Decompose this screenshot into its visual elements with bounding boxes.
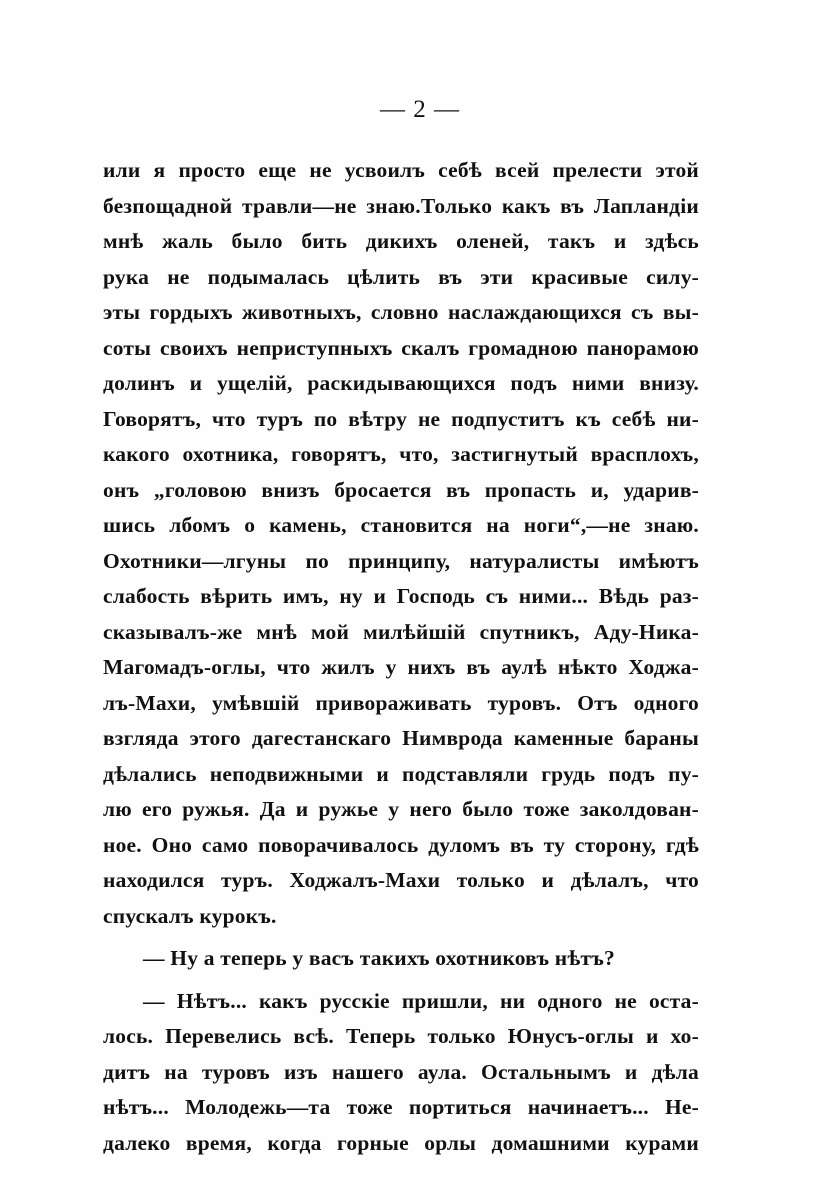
text-line: мнѣ жаль было бить дикихъ оленей, такъ и здѣсь <box>103 229 699 253</box>
text-line: эты гордыхъ животныхъ, словно наслаждающихся съ вы- <box>103 300 699 324</box>
dialogue-line: — Нѣтъ... какъ русскіе пришли, ни одного не оста- <box>143 988 699 1013</box>
dialogue-paragraph <box>103 984 699 1162</box>
paragraph-gap <box>103 934 699 941</box>
text-line: или я просто еще не усвоилъ себѣ всей прелести этой <box>103 158 699 182</box>
text-line: Охотники—лгуны по принципу, натуралисты имѣютъ <box>103 548 699 573</box>
text-line: онъ „головою внизъ бросается въ пропасть и, ударив- <box>103 477 699 502</box>
text-line: Говорятъ, что туръ по вѣтру не подпуститъ къ себѣ ни- <box>103 406 699 431</box>
text-line: лю его ружья. Да и ружье у него было тоже заколдован- <box>103 797 699 821</box>
dialogue-line: — Ну а теперь у васъ такихъ охотниковъ нѣтъ? <box>143 946 615 970</box>
text-line: соты своихъ неприступныхъ скалъ громадною панорамою <box>103 335 699 360</box>
text-line: безпощадной травли—не знаю.Только какъ въ Лапландіи <box>103 193 699 218</box>
paragraph-gap <box>103 977 699 984</box>
text-line: какого охотника, говорятъ, что, застигнутый врасплохъ, <box>103 442 699 466</box>
text-line: рука не подымалась цѣлить въ эти красивые силу- <box>103 264 699 289</box>
text-line: лось. Перевелись всѣ. Теперь только Юнусъ-оглы и хо- <box>103 1024 699 1048</box>
text-line: долинъ и ущелій, раскидывающихся подъ ними внизу. <box>103 371 699 395</box>
dialogue-paragraph <box>103 941 699 977</box>
text-line: лъ-Махи, умѣвшій привораживать туровъ. Отъ одного <box>103 690 699 715</box>
paragraph <box>103 153 699 934</box>
text-line: дитъ на туровъ изъ нашего аула. Остальнымъ и дѣла <box>103 1059 699 1084</box>
page-number: — 2 — <box>380 96 460 123</box>
text-line: далеко время, когда горные орлы домашними курами <box>103 1130 699 1155</box>
text-line: сказывалъ-же мнѣ мой милѣйшій спутникъ, Аду-Ника- <box>103 619 699 644</box>
text-line: шись лбомъ о камень, становится на ноги“,—не знаю. <box>103 513 699 537</box>
text-line: Магомадъ-оглы, что жилъ у нихъ въ аулѣ нѣкто Ходжа- <box>103 655 699 679</box>
text-line: нѣтъ... Молодежь—та тоже портиться начинаетъ... Не- <box>103 1095 699 1119</box>
text-line: слабость вѣрить имъ, ну и Господь съ ними... Вѣдь раз- <box>103 584 699 608</box>
text-line: спускалъ курокъ. <box>103 903 277 928</box>
text-line: взгляда этого дагестанскаго Нимврода каменные бараны <box>103 726 699 750</box>
text-line: ное. Оно само поворачивалось дуломъ въ ту сторону, гдѣ <box>103 832 699 857</box>
body-text <box>103 153 699 1161</box>
text-line: находился туръ. Ходжалъ-Махи только и дѣлалъ, что <box>103 868 699 892</box>
text-line: дѣлались неподвижными и подставляли грудь подъ пу- <box>103 761 699 786</box>
